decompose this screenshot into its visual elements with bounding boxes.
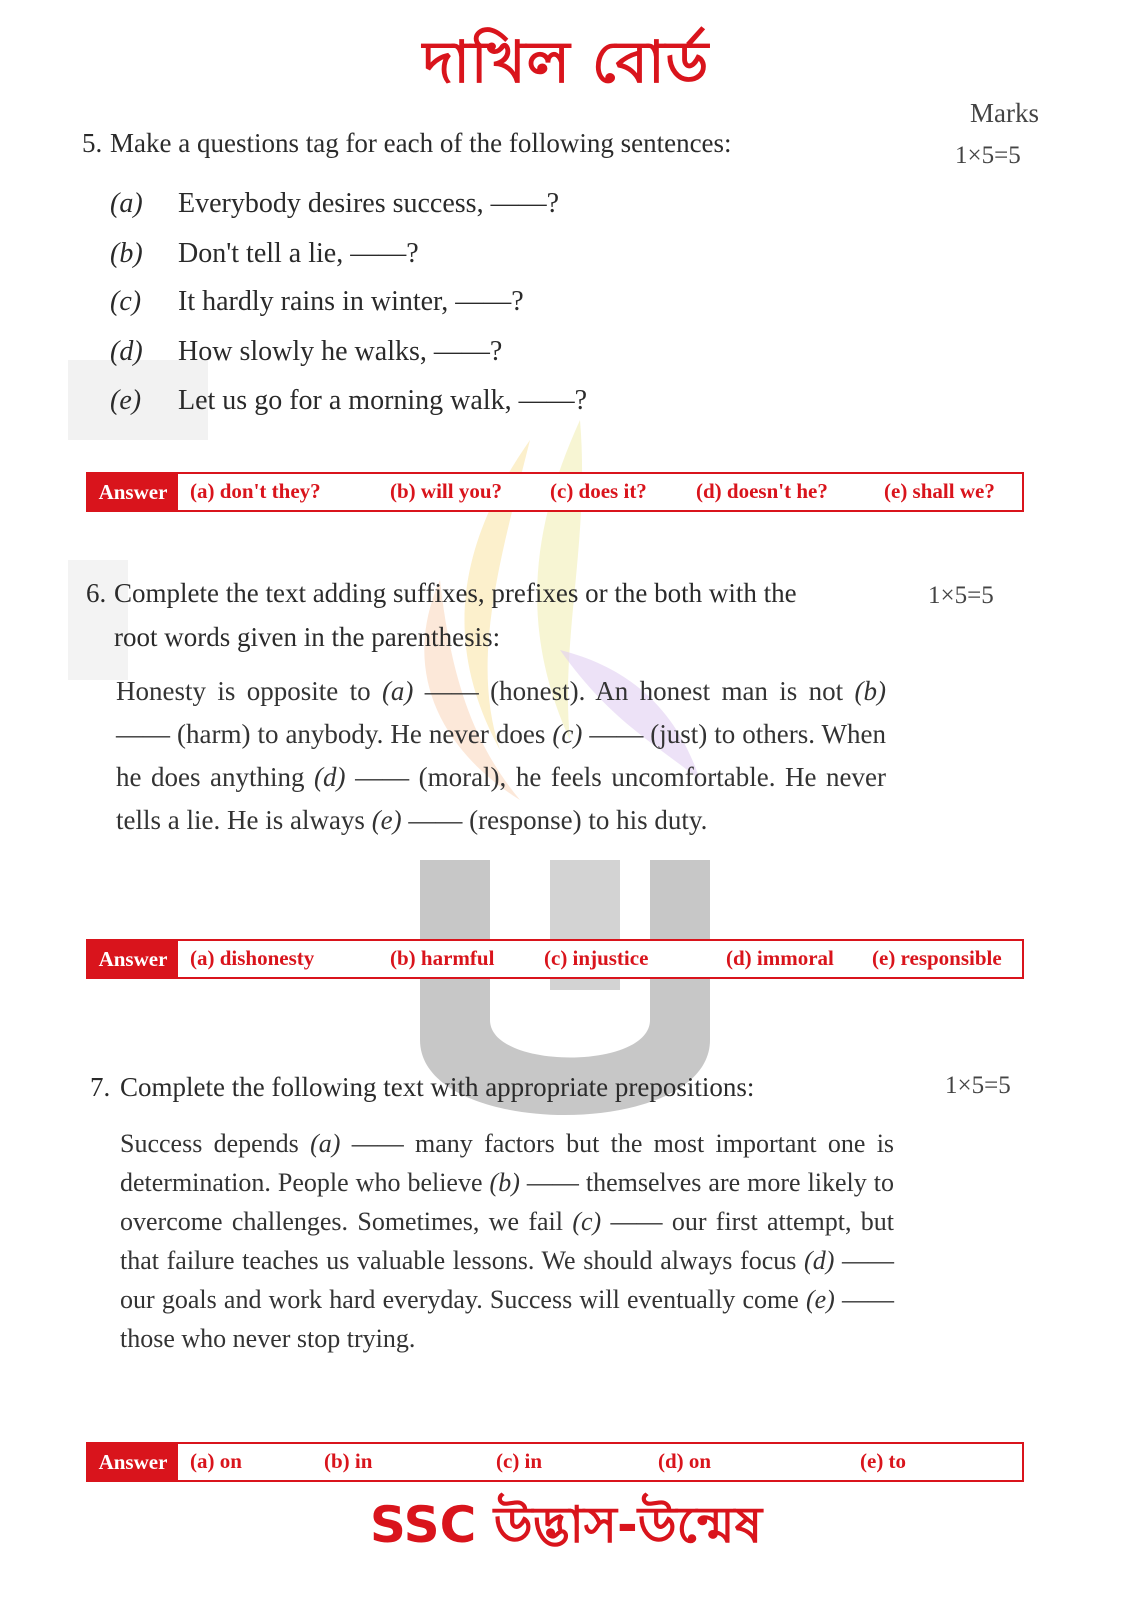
q7-marks: 1×5=5 — [945, 1072, 1011, 1099]
blank-label: (d) — [314, 762, 346, 792]
answer-tag: Answer — [88, 474, 178, 510]
passage-text: —— our first attempt, but that failure teaches us valuable lessons. We should always focus — [120, 1207, 895, 1275]
q5-prompt: Make a questions tag for each of the following sentences: — [110, 128, 732, 158]
footer-title: SSC উদ্ভাস-উন্মেষ — [369, 1496, 763, 1554]
answer-e: (e) to — [860, 1449, 907, 1473]
answer-tag: Answer — [88, 1444, 178, 1480]
item-label: (b) — [110, 238, 143, 269]
item-text: Don't tell a lie, ——? — [178, 238, 419, 269]
blank-label: (a) — [381, 676, 414, 706]
answer-c: (c) injustice — [544, 946, 649, 970]
q5-answer-box — [86, 472, 1024, 512]
answer-e: (e) shall we? — [884, 479, 995, 503]
q6-prompt-line2: root words given in the parenthesis: — [114, 622, 501, 652]
answer-d: (d) on — [658, 1449, 712, 1473]
answer-b: (b) in — [324, 1449, 373, 1473]
passage-text: —— themselves are more likely to overcome challenges. Sometimes, we fail — [120, 1168, 895, 1236]
answer-c: (c) in — [496, 1449, 543, 1473]
item-label: (a) — [110, 188, 143, 219]
q5-number: 5. — [82, 128, 103, 158]
answer-b: (b) harmful — [390, 946, 495, 970]
q7-passage — [120, 1124, 894, 1358]
passage-text: —— (harm) to anybody. He never does — [116, 719, 546, 749]
answer-d: (d) immoral — [726, 946, 834, 970]
item-label: (e) — [110, 385, 142, 416]
answer-a: (a) dishonesty — [190, 946, 315, 970]
q6-number: 6. — [86, 578, 107, 608]
q7-answer-box — [86, 1442, 1024, 1482]
passage-text: —— (response) to his duty. — [408, 805, 708, 835]
item-text: Let us go for a morning walk, ——? — [178, 385, 588, 416]
answer-tag: Answer — [88, 941, 178, 977]
blank-label: (e) — [805, 1285, 835, 1314]
passage-text: Honesty is opposite to — [116, 676, 371, 706]
answer-b: (b) will you? — [390, 479, 503, 503]
blank-label: (b) — [489, 1168, 520, 1197]
q5-marks: 1×5=5 — [955, 142, 1021, 169]
answer-d: (d) doesn't he? — [696, 479, 828, 503]
item-label: (d) — [110, 336, 143, 367]
answer-a: (a) on — [190, 1449, 242, 1473]
q6-prompt-line1: Complete the text adding suffixes, prefixes or the both with the — [114, 578, 797, 608]
item-text: Everybody desires success, ——? — [178, 188, 560, 219]
q6-marks: 1×5=5 — [928, 582, 994, 609]
answer-e: (e) responsible — [872, 946, 1002, 970]
blank-label: (e) — [371, 805, 402, 835]
blank-label: (c) — [572, 1207, 602, 1236]
blank-label: (a) — [310, 1129, 341, 1158]
q7-prompt: Complete the following text with appropriate prepositions: — [120, 1072, 755, 1102]
passage-text: —— those who never stop trying. — [120, 1285, 895, 1353]
blank-label: (d) — [804, 1246, 835, 1275]
q6-passage — [116, 670, 886, 842]
q7-number: 7. — [90, 1072, 111, 1102]
item-label: (c) — [110, 286, 142, 317]
answer-a: (a) don't they? — [190, 479, 321, 503]
passage-text: Success depends — [120, 1129, 299, 1158]
passage-text: —— (honest). An honest man is not — [424, 676, 844, 706]
marks-heading: Marks — [970, 98, 1039, 128]
blank-label: (b) — [854, 676, 886, 706]
passage-text: —— (just) to others. When he does anything — [116, 719, 886, 792]
item-text: How slowly he walks, ——? — [178, 336, 503, 367]
passage-text: —— (moral), he feels uncomfortable. He never tells a lie. He is always — [116, 762, 887, 835]
blank-label: (c) — [552, 719, 583, 749]
passage-text: —— our goals and work hard everyday. Success will eventually come — [120, 1246, 895, 1314]
page-title: দাখিল বোর্ড — [422, 28, 710, 96]
item-text: It hardly rains in winter, ——? — [178, 286, 524, 317]
passage-text: —— many factors but the most important one is determination. People who believe — [120, 1129, 895, 1197]
q6-answer-box — [86, 939, 1024, 979]
answer-c: (c) does it? — [550, 479, 647, 503]
